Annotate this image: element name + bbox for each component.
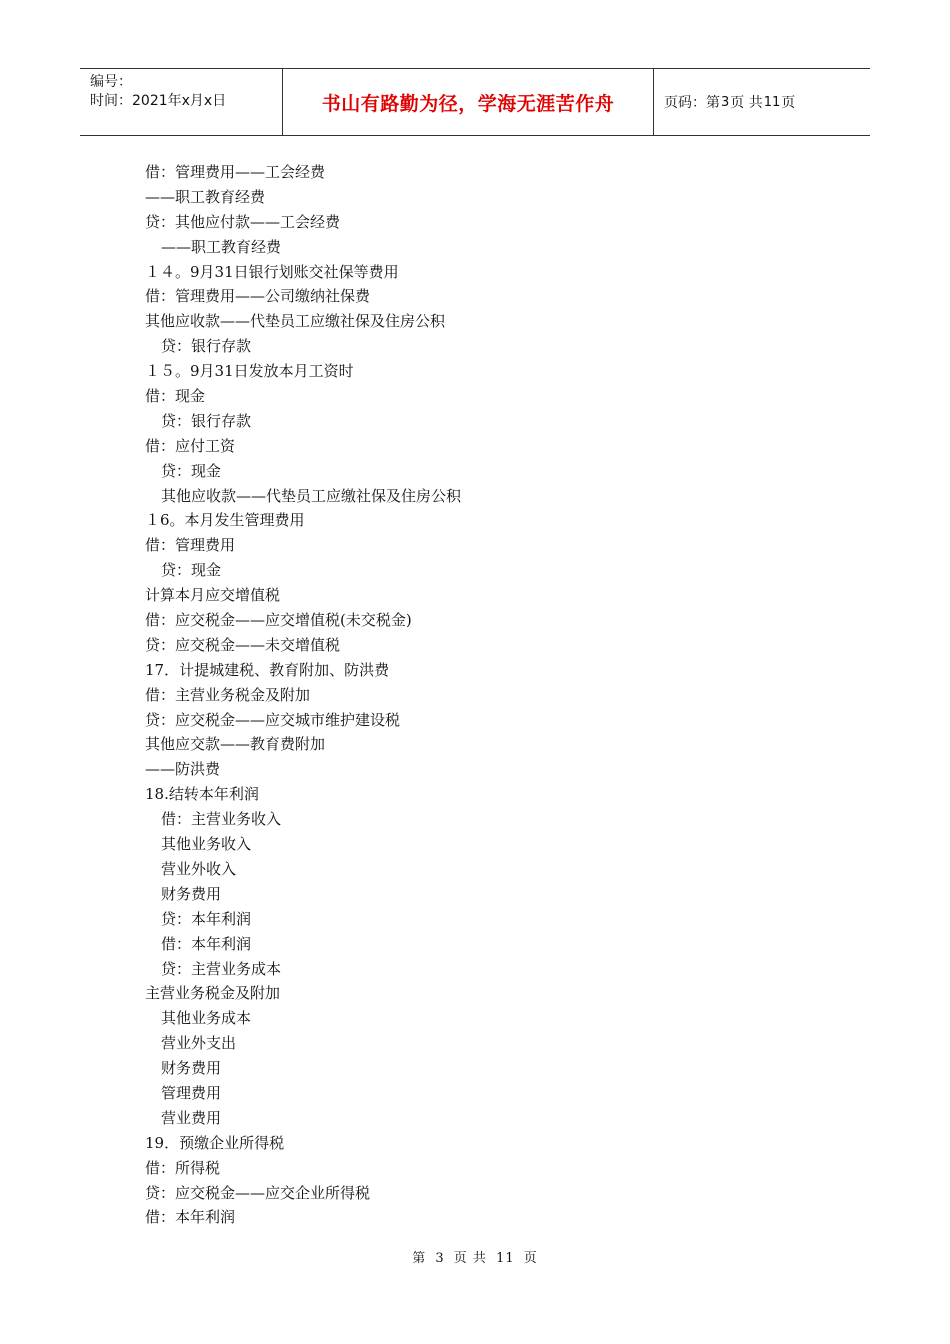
- footer-mid: 页 共: [453, 1251, 487, 1266]
- text-line: 借：应交税金——应交增值税(未交税金): [145, 611, 412, 630]
- page-header: [80, 68, 870, 136]
- text-line: 贷：现金: [161, 461, 222, 480]
- text-line: ——防洪费: [145, 760, 221, 779]
- text-line: 财务费用: [161, 1059, 222, 1078]
- text-line: 贷：本年利润: [161, 909, 252, 928]
- document-body: [145, 160, 845, 1230]
- text-line: 借：主营业务税金及附加: [145, 685, 311, 704]
- footer-total: 11: [496, 1251, 515, 1266]
- text-line: 贷：现金: [161, 561, 222, 580]
- text-line: 借：所得税: [145, 1158, 221, 1177]
- text-line: １５。9月31日发放本月工资时: [145, 362, 354, 381]
- text-line: 计算本月应交增值税: [145, 586, 281, 605]
- page-prefix: 页码：第: [664, 95, 720, 111]
- text-line: 借：本年利润: [161, 934, 252, 953]
- text-line: 借：主营业务收入: [161, 810, 282, 829]
- text-line: 其他业务成本: [161, 1009, 252, 1028]
- document-number-label: 编号：: [90, 74, 132, 90]
- text-line: 贷：其他应付款——工会经费: [145, 212, 341, 231]
- text-line: 借：本年利润: [145, 1208, 236, 1227]
- text-line: 营业外收入: [161, 859, 237, 878]
- text-line: 19．预缴企业所得税: [145, 1133, 285, 1152]
- text-line: 贷：应交税金——未交增值税: [145, 635, 341, 654]
- text-line: 贷：主营业务成本: [161, 959, 282, 978]
- text-line: 贷：应交税金——应交城市维护建设税: [145, 710, 401, 729]
- text-line: ——职工教育经费: [161, 237, 282, 256]
- document-time-label: 时间：2021年x月x日: [90, 93, 227, 109]
- text-line: 借：管理费用——工会经费: [145, 163, 326, 181]
- footer-current: 3: [435, 1251, 445, 1266]
- header-meta: [80, 69, 282, 135]
- text-line: 18.结转本年利润: [145, 785, 259, 804]
- text-line: 借：应付工资: [145, 436, 236, 455]
- page-suffix: 页: [781, 95, 796, 111]
- header-page-indicator: [654, 69, 870, 135]
- text-line: 营业费用: [161, 1108, 222, 1127]
- footer-prefix: 第: [412, 1251, 427, 1266]
- text-line: 管理费用: [161, 1083, 222, 1102]
- text-line: 其他应交款——教育费附加: [145, 735, 326, 754]
- text-line: 财务费用: [161, 884, 222, 903]
- text-line: 其他应收款——代垫员工应缴社保及住房公积: [145, 312, 446, 331]
- text-line: 营业外支出: [161, 1034, 237, 1053]
- text-line: 贷：应交税金——应交企业所得税: [145, 1183, 371, 1202]
- page-footer: [0, 1247, 950, 1266]
- page-mid: 页 共: [730, 95, 763, 111]
- text-line: 其他应收款——代垫员工应缴社保及住房公积: [161, 486, 462, 505]
- text-line: 借：现金: [145, 387, 206, 406]
- text-line: 其他业务收入: [161, 835, 252, 854]
- text-line: ——职工教育经费: [145, 187, 266, 206]
- text-line: 借：管理费用——公司缴纳社保费: [145, 287, 371, 306]
- footer-suffix: 页: [523, 1251, 538, 1266]
- header-motto: 书山有路勤为径，学海无涯苦作舟: [321, 92, 615, 115]
- header-motto-cell: [282, 69, 654, 135]
- text-line: 贷：银行存款: [161, 411, 252, 430]
- text-line: １４。9月31日银行划账交社保等费用: [145, 262, 399, 281]
- text-line: 主营业务税金及附加: [145, 984, 281, 1003]
- text-line: 17．计提城建税、教育附加、防洪费: [145, 660, 390, 679]
- page-current: 3: [721, 94, 730, 110]
- text-line: 借：管理费用: [145, 536, 236, 555]
- page-total: 11: [763, 94, 781, 110]
- text-line: １6。本月发生管理费用: [145, 511, 305, 530]
- text-line: 贷：银行存款: [161, 337, 252, 356]
